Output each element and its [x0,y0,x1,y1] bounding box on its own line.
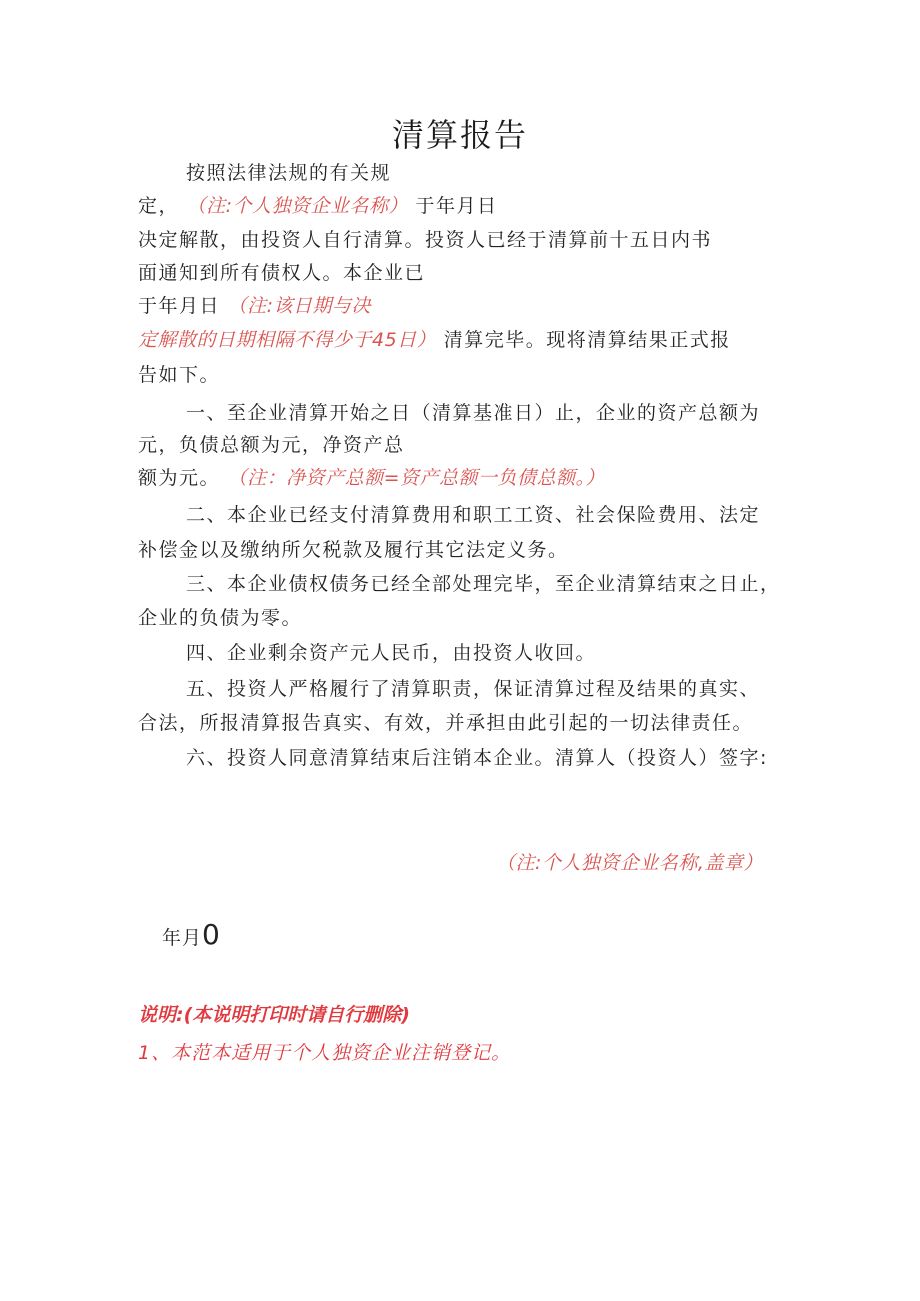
para1-line3: 决定解散，由投资人自行清算。投资人已经于清算前十五日内书 [138,229,713,251]
document-title: 清算报告 [391,116,528,154]
date-note-end: 定解散的日期相隔不得少于45日） [138,329,437,351]
para1-text: 清算完毕。现将清算结果正式报 [443,329,731,351]
para1-line1: 按照法律法规的有关规 [186,162,392,184]
para1-line6 [138,327,731,353]
instructions-heading: 说明:(本说明打印时请自行删除) [138,1004,410,1026]
item4-line1: 四、企业剩余资产元人民币，由投资人收回。 [186,642,597,664]
instructions-item-1: 1、本范本适用于个人独资企业注销登记。 [138,1042,512,1064]
para1-date-text: 于年月日 [138,295,221,317]
item1-text: 额为元。 [138,467,221,489]
item6-line1: 六、投资人同意清算结束后注销本企业。清算人（投资人）签字: [186,747,768,769]
para1-line2 [138,193,498,219]
date-note-start: （注:该日期与决 [227,295,371,317]
para1-line5 [138,293,371,319]
para1-date-text: 于年月日 [415,195,498,217]
para1-text: 定， [138,195,180,217]
para1-line7: 告如下。 [138,364,221,386]
item3-line2: 企业的负债为零。 [138,607,303,629]
item3-line1: 三、本企业债权债务已经全部处理完毕，至企业清算结束之日止， [186,573,781,595]
date-zero: 0 [202,918,221,951]
para1-line4: 面通知到所有债权人。本企业已 [138,262,426,284]
item5-line2: 合法，所报清算报告真实、有效，并承担由此引起的一切法律责任。 [138,712,754,734]
date-text: 年月 [162,927,203,949]
item1-line1: 一、至企业清算开始之日（清算基准日）止，企业的资产总额为 [186,402,761,424]
net-assets-note: （注：净资产总额=资产总额一负债总额。） [227,467,605,489]
seal-note: （注:个人独资企业名称,盖章） [496,852,763,874]
item2-line1: 二、本企业已经支付清算费用和职工工资、社会保险费用、法定 [186,504,761,526]
item2-line2: 补偿金以及缴纳所欠税款及履行其它法定义务。 [138,539,569,561]
item1-line3 [138,465,605,491]
date-line [162,918,221,951]
company-name-note: （注:个人独资企业名称） [186,195,408,217]
item1-line2: 元，负债总额为元，净资产总 [138,434,405,456]
item5-line1: 五、投资人严格履行了清算职责，保证清算过程及结果的真实、 [186,678,761,700]
